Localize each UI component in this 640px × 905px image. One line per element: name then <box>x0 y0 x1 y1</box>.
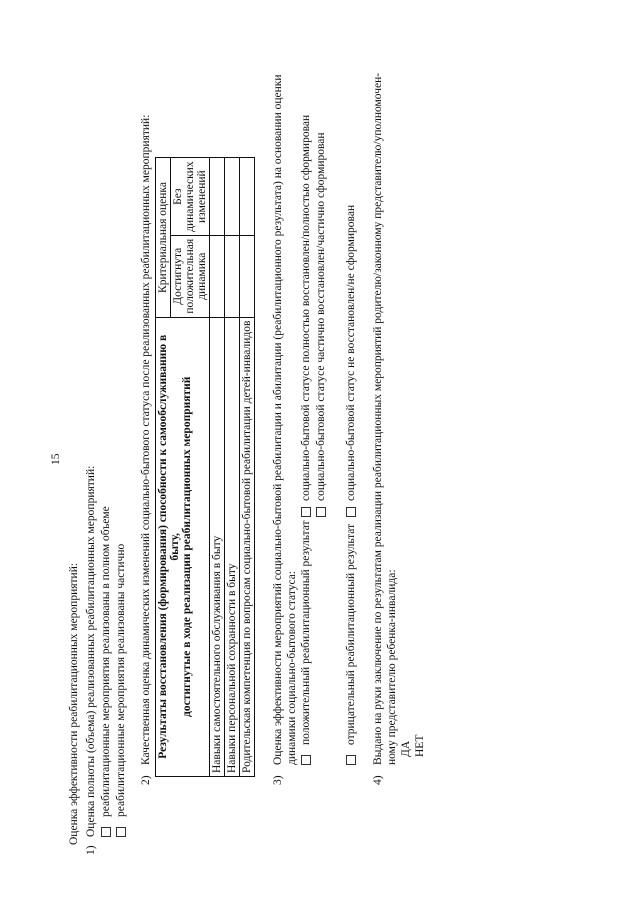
table-subheader-no-change: Без динамических изменений <box>171 158 210 235</box>
item4-option-yes[interactable]: ДА <box>400 740 412 757</box>
item4-label: 4) <box>372 775 384 785</box>
table-cell-no-change[interactable] <box>225 158 240 235</box>
item1-text: Оценка полноты (объема) реализованных реабилитационных мероприятий: <box>85 465 97 837</box>
page-number: 15 <box>50 453 62 465</box>
table-cell-no-change[interactable] <box>210 158 225 235</box>
checkbox-icon[interactable] <box>301 755 311 765</box>
table-subheader-positive: Достигнута положительная динамика <box>171 235 210 317</box>
checkbox-icon[interactable] <box>116 827 126 837</box>
item3-label: 3) <box>272 775 284 785</box>
table-row <box>240 158 255 777</box>
table-cell-positive[interactable] <box>210 235 225 317</box>
positive-full-option: социально-бытовой статусе полностью восстановлен/полностью сформирован <box>300 114 312 501</box>
positive-partial-option: социально-бытовой статусе частично восстановлен/частично сформирован <box>315 132 327 501</box>
table-row <box>210 158 225 777</box>
checkbox-icon[interactable] <box>346 755 356 765</box>
rehab-results-table <box>155 157 255 777</box>
table-row-label: Родительская компетенция по вопросам социально-бытовой реабилитации детей-инвалидов <box>240 317 255 776</box>
item1-option-full[interactable]: реабилитационные мероприятия реализованы в полном объеме <box>100 506 113 837</box>
negative-option: социально-бытовой статус не восстановлен/не сформирован <box>345 204 357 501</box>
item3-text-line2: динамики социально-бытового статуса: <box>286 570 298 765</box>
negative-result-option[interactable]: отрицательный реабилитационный результат <box>345 524 358 765</box>
table-row-label: Навыки самостоятельного обслуживания в быту <box>210 317 225 776</box>
table-header-results: Результаты восстановления (формирования) способности к самообслуживанию в быту, достигнутые в ходе реализации реабилитационных мероприятий <box>156 317 210 776</box>
section-heading: Оценка эффективности реабилитационных мероприятий: <box>68 562 80 845</box>
item4-option-no[interactable]: НЕТ <box>414 734 426 757</box>
item4-text-line1: Выдано на руки заключение по результатам реализации реабилитационных мероприятий родителю/законному представителю/уполномочен- <box>372 72 384 765</box>
positive-result-option[interactable]: положительный реабилитационный результат <box>300 520 313 765</box>
table-cell-positive[interactable] <box>240 235 255 317</box>
item1-option-partial[interactable]: реабилитационные мероприятия реализованы частично <box>115 544 128 837</box>
checkbox-icon[interactable] <box>301 507 311 517</box>
item4-text-line2: ному представителю ребенка-инвалида: <box>386 569 398 765</box>
checkbox-icon[interactable] <box>346 507 356 517</box>
checkbox-icon[interactable] <box>316 507 326 517</box>
item1-label: 1) <box>85 845 97 855</box>
table-header-criteria: Критериальная оценка <box>156 158 171 317</box>
item2-text: Качественная оценка динамических изменений социально-бытового статуса после реализованных реабилитационных мероприятий: <box>140 114 152 765</box>
table-cell-positive[interactable] <box>225 235 240 317</box>
table-row-label: Навыки персональной сохранности в быту <box>225 317 240 776</box>
item3-text-line1: Оценка эффективности мероприятий социально-бытовой реабилитации и абилитации (реабилитационного результата) на основании оценки <box>272 74 284 765</box>
table-cell-no-change[interactable] <box>240 158 255 235</box>
item2-label: 2) <box>140 775 152 785</box>
checkbox-icon[interactable] <box>101 827 111 837</box>
table-row <box>225 158 240 777</box>
